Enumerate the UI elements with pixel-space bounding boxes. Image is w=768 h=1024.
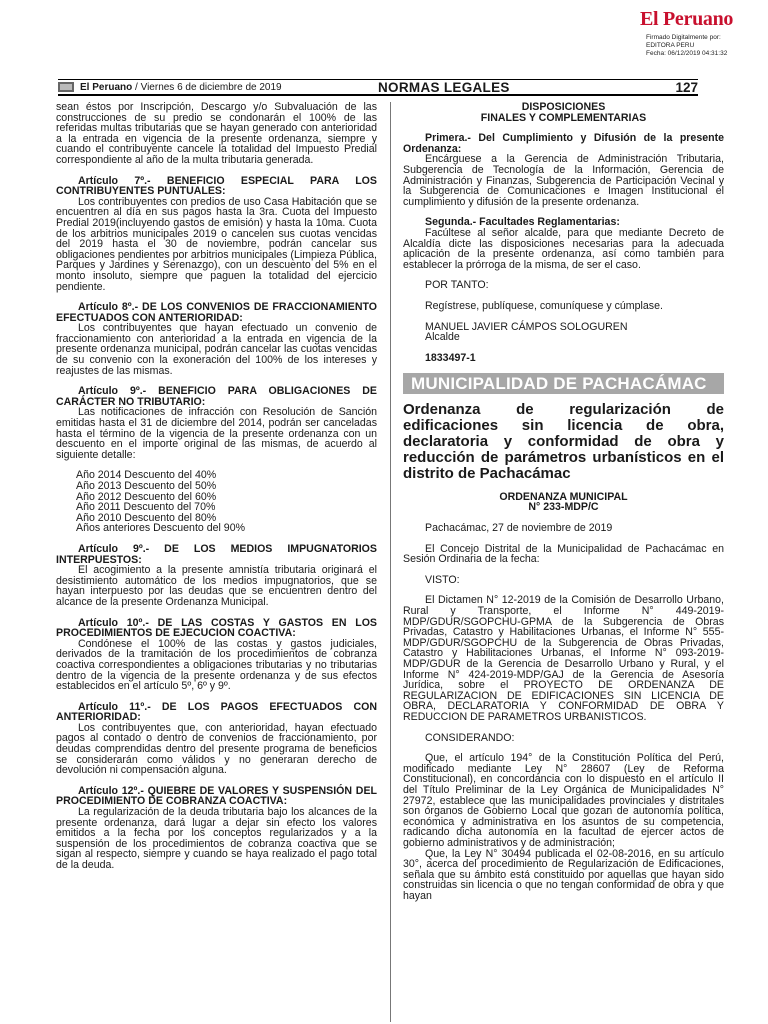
- por-tanto: POR TANTO:: [425, 279, 489, 292]
- provision-title: Segunda.- Facultades Reglamentarias:: [425, 216, 620, 229]
- article-title: Artículo 7º.- BENEFICIO ESPECIAL PARA LOS CONTRIBUYENTES PUNTUALES:: [56, 174, 377, 198]
- list-item: Año 2010 Descuento del 80%: [76, 511, 217, 524]
- article-title: Artículo 9º.- BENEFICIO PARA OBLIGACIONES DE CARÁCTER NO TRIBUTARIO:: [56, 385, 377, 408]
- paragraph: Las notificaciones de infracción con Resolución de Sanción emitidas hasta el 31 de diciembre del 2014, podrán ser canceladas hasta el término de la vigencia de la presente ordenanza con un descuento en el importe original de las mismas, de acuerdo al siguiente detalle:: [56, 406, 377, 461]
- article-title: Artículo 8º.- DE LOS CONVENIOS DE FRACCIONAMIENTO EFECTUADOS CON ANTERIORIDAD:: [56, 301, 377, 324]
- signer-name: MANUEL JAVIER CÁMPOS SOLOGUREN: [425, 320, 628, 333]
- header-section: NORMAS LEGALES: [378, 80, 510, 95]
- place-date: Pachacámac, 27 de noviembre de 2019: [425, 522, 613, 535]
- list-item: Año 2011 Descuento del 70%: [76, 501, 216, 514]
- list-item: Año 2013 Descuento del 50%: [76, 480, 217, 492]
- discount-list: [56, 470, 377, 534]
- ordinance-number: N° 233-MDP/C: [528, 501, 599, 514]
- article-title: Artículo 11º.- DE LOS PAGOS EFECTUADOS CON ANTERIORIDAD:: [56, 700, 377, 724]
- paragraph: Los contribuyentes que hayan efectuado un convenio de fraccionamiento con anterioridad a la entrada en vigencia de la presente ordenanza municipal, podrán cancelar las cuotas vencidas de su convenio con la exoneración del 100% de los intereses y reajustes de las mismas.: [56, 322, 377, 377]
- page-header: [58, 79, 698, 96]
- paragraph: sean éstos por Inscripción, Descargo y/o Subvaluación de las construcciones de su predio se condonarán el 100% de las referidas multas tributarias que se hayan generado con anterioridad a la entrada en vigencia de la presente ordenanza, siempre y cuando el contribuyente cancele la totalidad del Impuesto Predial correspondiente al año de la multa tributaria generada.: [56, 101, 377, 166]
- header-date: / Viernes 6 de diciembre de 2019: [132, 82, 282, 93]
- page-number: 127: [675, 80, 698, 95]
- ordinance-title: Ordenanza de regularización de edificaciones sin licencia de obra, declaratoria y conformidad de obra y reducción de parámetros urbanísticos en el distrito de Pachacámac: [403, 400, 724, 482]
- paragraph: La regularización de la deuda tributaria bajo los alcances de la presente ordenanza, dará lugar a dejar sin efecto los valores emitidos a la fecha por los conceptos regularizados y a la suspensión de los procedimientos de cobranza coactiva que se sigan al respecto, siempre y cuando se haya realizado el pago total de la deuda.: [56, 806, 377, 871]
- article-title: Artículo 9º.- DE LOS MEDIOS IMPUGNATORIOS INTERPUESTOS:: [56, 542, 377, 566]
- list-item: Años anteriores Descuento del 90%: [76, 522, 246, 535]
- paragraph: El Dictamen N° 12-2019 de la Comisión de Desarrollo Urbano, Rural y Transporte, el Informe N° 449-2019-MDP/GDUR/SGOPCHU-GPMA de la Subgerencia de Obras Privadas, Catastro y Habilitaciones Urbanas, el Informe N° 555- MDP/GDUR/SGOPCHU de la Subgerencia de Obras Privadas, Catastro y Habilitaciones Urbanas, el Informe N° 093-2019-MDP/GDUR de la Gerencia de Desarrollo Urbano y Rural, y el Informe N° 424-2019-MDP/GAJ de la Gerencia de Asesoría Jurídica, sobre el PROYECTO DE ORDENANZA DE REGULARIZACION DE EDIFICACIONES SIN LICENCIA DE OBRA, DECLARATORIA Y CONFORMIDAD DE OBRA Y REDUCCION DE PARAMETROS URBANISTICOS.: [403, 594, 724, 723]
- paragraph: El acogimiento a la presente amnistía tributaria originará el desistimiento automático de los medios impugnatorios, que se hayan interpuesto por las deudas que se encuentren dentro del alcance de la presente Ordenanza Municipal.: [56, 564, 377, 608]
- paragraph: Encárguese a la Gerencia de Administración Tributaria, Subgerencia de Tecnología de la Información, Gerencia de Administración y Finanzas, Subgerencia de Participación Vecinal y la Subgerencia de Comunicaciones e Imagen Institucional el cumplimiento y difusión de la presente ordenanza.: [403, 153, 724, 208]
- right-column: [403, 102, 724, 901]
- signature-line: Firmado Digitalmente por:: [646, 34, 721, 41]
- paragraph: Que, el artículo 194° de la Constitución Política del Perú, modificado mediante Ley N° 28607 (Ley de Reforma Constitucional), en concordancia con lo dispuesto en el artículo II del Título Preliminar de la Ley Orgánica de Municipalidades N° 27972, establece que las municipalidades provinciales y distritales son órganos de Gobierno Local que gozan de autonomía política, económica y administrativa en los asuntos de su competencia, radicando dicha autonomía en la facultad de ejercer actos de gobierno administrativos y de administración;: [403, 752, 724, 849]
- left-column: [56, 102, 377, 871]
- institution-banner: MUNICIPALIDAD DE PACHACÁMAC: [403, 373, 724, 394]
- list-item: Año 2012 Descuento del 60%: [76, 490, 217, 503]
- header-publication: [80, 82, 282, 93]
- section-title: DISPOSICIONES: [521, 101, 606, 113]
- ordinance-label: ORDENANZA MUNICIPAL: [499, 490, 628, 503]
- paragraph: El Concejo Distrital de la Municipalidad de Pachacámac en Sesión Ordinaria de la fecha:: [403, 542, 724, 566]
- paragraph: Condónese el 100% de las costas y gastos judiciales, derivados de la tramitación de los procedimientos de cobranza coactiva correspondientes a obligaciones tributarias y no tributarias dentro de la vigencia de la presente ordenanza y de sus efectos establecidos en el artículo 5º, 6º y 9º.: [56, 637, 377, 693]
- paragraph: Que, la Ley N° 30494 publicada el 02-08-2016, en su artículo 30°, acerca del procedimiento de Regularización de Edificaciones, señala que su ámbito está constituido por aquellas que hayan sido construidas sin licencia o que no tengan conformidad de obra y que hayan: [403, 847, 724, 902]
- signer-role: Alcalde: [425, 331, 460, 344]
- coat-of-arms-icon: [58, 82, 74, 92]
- considerando-heading: CONSIDERANDO:: [425, 731, 515, 744]
- signature-line: EDITORA PERU: [646, 42, 695, 49]
- column-divider: [390, 102, 391, 1022]
- newspaper-logo: El Peruano: [640, 8, 734, 30]
- paragraph: Los contribuyentes que, con anterioridad, hayan efectuado pagos al contado o dentro de convenios de fraccionamiento, por deudas comprendidas dentro del presente programa de beneficios se considerarán como válidos y no generaran derecho de devolución ni compensación alguna.: [56, 721, 377, 777]
- list-item: Año 2014 Descuento del 40%: [76, 469, 217, 482]
- digital-signature: [646, 34, 766, 58]
- article-title: Artículo 12º.- QUIEBRE DE VALORES Y SUSPENSIÓN DEL PROCEDIMIENTO DE COBRANZA COACTIVA:: [56, 784, 377, 808]
- paragraph: Facúltese al señor alcalde, para que mediante Decreto de Alcaldía dicte las disposiciones necesarias para la adecuada aplicación de la presente ordenanza, así como también para establecer la prórroga de la misma, de ser el caso.: [403, 226, 724, 271]
- article-title: Artículo 10º.- DE LAS COSTAS Y GASTOS EN LOS PROCEDIMIENTOS DE EJECUCION COACTIVA:: [56, 616, 377, 640]
- header-rule-bottom: [58, 94, 698, 96]
- header-newspaper: El Peruano: [80, 82, 133, 93]
- reference-number: 1833497-1: [425, 351, 476, 364]
- paragraph: Los contribuyentes con predios de uso Casa Habitación que se encuentren al día en sus pagos hasta la 3ra. Cuota del Impuesto Predial 2019(incluyendo gastos de emisión) y hasta la 10ma. Cuota de los arbitrios municipales 2019 o cancelen sus cuotas vencidas del 2019 hasta el 30 de noviembre, podrán cancelar sus obligaciones pendientes por arbitrios municipales (Limpieza Pública, Parques y Jardines y Serenazgo), con un descuento del 5% en el monto insoluto, siempre que paguen la totalidad del ejercicio pendiente.: [56, 195, 377, 293]
- closing-formula: Regístrese, publíquese, comuníquese y cúmplase.: [425, 299, 663, 312]
- section-title: FINALES Y COMPLEMENTARIAS: [480, 111, 647, 124]
- provision-title: Primera.- Del Cumplimiento y Difusión de la presente Ordenanza:: [403, 132, 724, 155]
- signature-line: Fecha: 06/12/2019 04:31:32: [646, 50, 728, 57]
- visto-heading: VISTO:: [425, 573, 460, 586]
